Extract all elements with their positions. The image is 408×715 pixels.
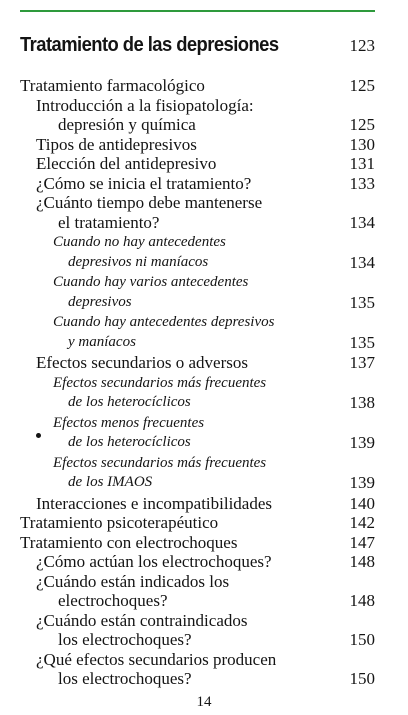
toc-entry-line: ¿Cómo actúan los electrochoques? bbox=[36, 552, 272, 571]
toc-entry bbox=[20, 233, 375, 272]
toc-entry bbox=[20, 533, 375, 553]
toc-entry-page: 148 bbox=[349, 552, 375, 571]
toc-entry-page: 131 bbox=[349, 154, 375, 173]
toc-entry bbox=[20, 494, 375, 514]
toc-entry-title bbox=[20, 572, 335, 611]
toc-entry-line: ¿Qué efectos secundarios producen bbox=[36, 649, 277, 669]
toc-entry-page: 135 bbox=[349, 292, 375, 312]
bullet-mark bbox=[36, 433, 41, 438]
toc-entry-line: Tratamiento con electrochoques bbox=[20, 532, 238, 552]
toc-entry bbox=[20, 572, 375, 611]
toc-entry-line: Tratamiento psicoterapéutico bbox=[20, 513, 219, 532]
toc-entry-title bbox=[20, 513, 335, 533]
page-number: 14 bbox=[196, 694, 212, 710]
toc-entry-line: Cuando hay varios antecedentes bbox=[53, 274, 249, 290]
toc-entry bbox=[20, 193, 375, 232]
toc-entry-line: Efectos secundarios o adversos bbox=[36, 353, 248, 372]
toc-entry-title bbox=[20, 193, 335, 232]
toc-entry-title bbox=[20, 414, 335, 453]
toc-entry-page: 140 bbox=[349, 493, 375, 513]
toc-entry-line: depresivos ni maníacos bbox=[68, 253, 209, 270]
toc-entry-line: Interacciones e incompatibilidades bbox=[36, 493, 273, 513]
toc-entry bbox=[20, 154, 375, 174]
toc-entry-page: 147 bbox=[349, 532, 375, 552]
toc-entry bbox=[20, 650, 375, 689]
toc-entry-title bbox=[20, 76, 335, 96]
toc-entry-title bbox=[20, 374, 335, 413]
toc-entry-line: ¿Cuándo están indicados los bbox=[36, 571, 230, 591]
toc-entry-page: 150 bbox=[349, 630, 375, 649]
toc-entry-title bbox=[20, 313, 335, 352]
toc-entry-title bbox=[20, 353, 335, 373]
toc-entry-line: depresivos bbox=[68, 293, 132, 310]
toc-entry-page: 125 bbox=[349, 76, 375, 95]
toc-entry-page: 135 bbox=[349, 332, 375, 352]
toc-entry-page: 133 bbox=[349, 173, 375, 193]
toc-entry-line: ¿Cuándo están contraindicados bbox=[36, 610, 248, 630]
toc-entry-line: Tipos de antidepresivos bbox=[36, 134, 197, 154]
toc-entry-page: 139 bbox=[349, 473, 375, 492]
table-of-contents bbox=[20, 76, 375, 689]
toc-entry-line: el tratamiento? bbox=[58, 212, 160, 232]
toc-entry bbox=[20, 552, 375, 572]
toc-entry-line: de los heterocíclicos bbox=[68, 394, 191, 410]
toc-entry-line: Efectos menos frecuentes bbox=[53, 414, 205, 431]
toc-entry-line: ¿Cómo se inicia el tratamiento? bbox=[36, 173, 252, 193]
toc-entry-line: los electrochoques? bbox=[58, 630, 192, 649]
toc-entry-title bbox=[20, 135, 335, 155]
toc-entry-line: Cuando hay antecedentes depresivos bbox=[53, 314, 275, 330]
toc-entry-page: 148 bbox=[349, 591, 375, 610]
toc-entry-title bbox=[20, 611, 335, 650]
toc-entry-line: de los heterocíclicos bbox=[68, 434, 191, 450]
toc-entry-title bbox=[20, 233, 335, 272]
toc-entry-title bbox=[20, 533, 335, 553]
toc-entry-line: Efectos secundarios más frecuentes bbox=[53, 454, 267, 471]
toc-entry-page: 139 bbox=[349, 433, 375, 452]
toc-entry-page: 150 bbox=[349, 669, 375, 688]
toc-entry bbox=[20, 174, 375, 194]
toc-entry-page: 125 bbox=[349, 115, 375, 134]
toc-entry-title bbox=[20, 273, 335, 312]
toc-entry-title bbox=[20, 154, 335, 174]
toc-entry-line: los electrochoques? bbox=[58, 669, 192, 688]
toc-entry-title bbox=[20, 174, 335, 194]
toc-entry bbox=[20, 76, 375, 96]
toc-entry-page: 142 bbox=[349, 513, 375, 532]
toc-entry bbox=[20, 353, 375, 373]
toc-entry-line: electrochoques? bbox=[58, 591, 168, 610]
toc-entry bbox=[20, 513, 375, 533]
toc-entry-line: depresión y química bbox=[58, 115, 196, 134]
chapter-title: Tratamiento de las depresiones bbox=[20, 34, 279, 56]
toc-entry-line: Efectos secundarios más frecuentes bbox=[53, 374, 267, 391]
toc-entry-line: de los IMAOS bbox=[68, 474, 153, 490]
toc-entry bbox=[20, 96, 375, 135]
toc-entry-page: 134 bbox=[349, 212, 375, 232]
toc-entry bbox=[20, 611, 375, 650]
toc-entry-title bbox=[20, 650, 335, 689]
toc-entry-line: Elección del antidepresivo bbox=[36, 154, 217, 173]
toc-entry-line: Cuando no hay antecedentes bbox=[53, 234, 226, 250]
chapter-page: 123 bbox=[349, 36, 375, 55]
toc-entry-line: ¿Cuánto tiempo debe mantenerse bbox=[36, 193, 263, 212]
toc-entry bbox=[20, 374, 375, 413]
toc-entry-title bbox=[20, 494, 335, 514]
toc-entry-line: y maníacos bbox=[68, 333, 136, 350]
toc-entry-title bbox=[20, 454, 335, 493]
toc-entry bbox=[20, 313, 375, 352]
toc-entry-page: 138 bbox=[349, 393, 375, 412]
toc-entry-line: Introducción a la fisiopatología: bbox=[36, 95, 254, 115]
toc-entry bbox=[20, 135, 375, 155]
toc-entry-title bbox=[20, 552, 335, 572]
toc-entry-page: 130 bbox=[349, 134, 375, 154]
toc-entry bbox=[20, 454, 375, 493]
toc-entry-page: 137 bbox=[349, 353, 375, 372]
chapter-heading bbox=[20, 34, 375, 57]
toc-entry-page: 134 bbox=[349, 252, 375, 272]
top-rule bbox=[20, 10, 375, 12]
toc-entry bbox=[20, 414, 375, 453]
toc-entry-title bbox=[20, 96, 335, 135]
toc-entry-line: Tratamiento farmacológico bbox=[20, 76, 205, 95]
toc-entry bbox=[20, 273, 375, 312]
